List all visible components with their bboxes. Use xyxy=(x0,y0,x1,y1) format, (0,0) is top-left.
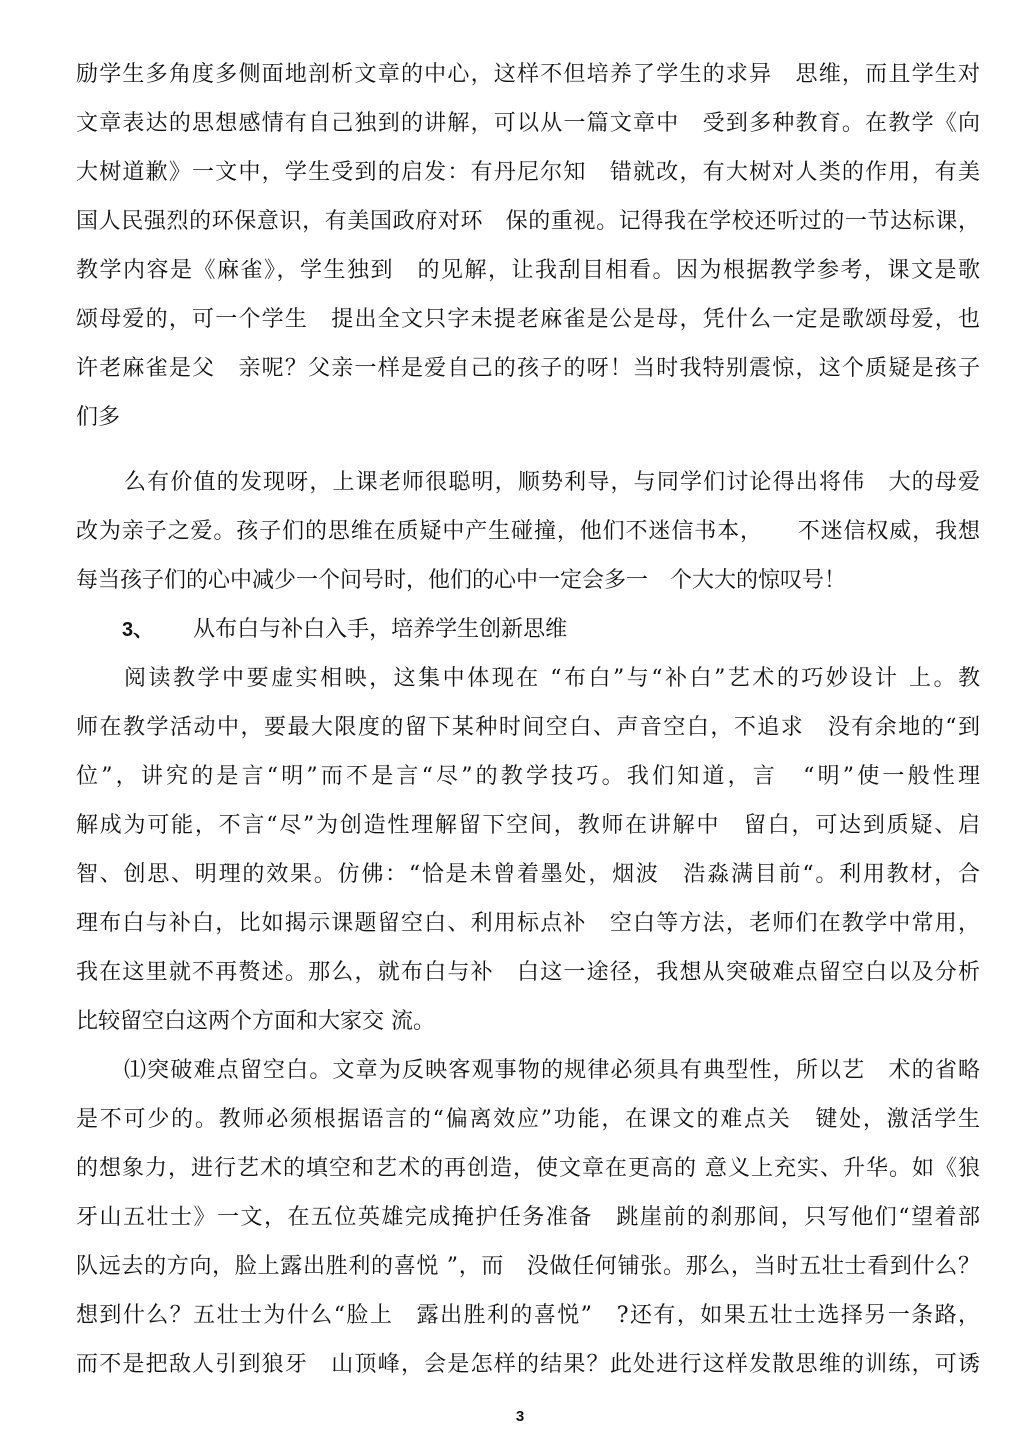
text-line: 智、创思、明理的效果。仿佛：“恰是未曾着墨处，烟波 浩淼满目前“。利用教材，合 xyxy=(76,862,980,887)
text-line: 国人民强烈的环保意识，有美国政府对环 保的重视。记得我在学校还听过的一节达标课， xyxy=(76,209,980,234)
paragraph-4 xyxy=(76,1046,980,1389)
text-line: 们多 xyxy=(76,405,121,430)
text-line: 文章表达的思想感情有自己独到的讲解，可以从一篇文章中 受到多种教育。在教学《向 xyxy=(76,111,980,136)
section-title: 从布白与补白入手，培养学生创新思维 xyxy=(193,617,568,642)
text-line: 想到什么？五壮士为什么“脸上 露出胜利的喜悦” ?还有，如果五壮士选择另一条路， xyxy=(76,1303,980,1328)
text-line: 励学生多角度多侧面地剖析文章的中心，这样不但培养了学生的求异 思维，而且学生对 xyxy=(76,62,980,87)
text-line: 的想象力，进行艺术的填空和艺术的再创造，使文章在更高的 意义上充实、升华。如《狼 xyxy=(76,1156,980,1181)
text-line: 我在这里就不再赘述。那么，就布白与补 白这一途径，我想从突破难点留空白以及分析 xyxy=(76,960,980,985)
text-line: 解成为可能，不言“尽”为创造性理解留下空间，教师在讲解中 留白，可达到质疑、启 xyxy=(76,813,980,838)
paragraph-2 xyxy=(76,458,980,605)
text-line: 位”，讲究的是言“明”而不是言“尽”的教学技巧。我们知道，言 “明”使一般性理 xyxy=(76,764,980,789)
section-heading xyxy=(76,605,980,654)
text-line: 许老麻雀是父 亲呢？父亲一样是爱自己的孩子的呀！当时我特别震惊，这个质疑是孩子 xyxy=(76,356,980,381)
text-line: 每当孩子们的心中减少一个问号时，他们的心中一定会多一 个大大的惊叹号！ xyxy=(76,568,847,593)
paragraph-1 xyxy=(76,50,980,442)
text-line: 师在教学活动中，要最大限度的留下某种时间空白、声音空白，不追求 没有余地的“到 xyxy=(76,715,980,740)
text-line: 么有价值的发现呀，上课老师很聪明，顺势利导，与同学们讨论得出将伟 大的母爱 xyxy=(124,470,980,495)
text-line: 理布白与补白，比如揭示课题留空白、利用标点补 空白等方法，老师们在教学中常用， xyxy=(76,911,980,936)
text-line: 而不是把敌人引到狼牙 山顶峰，会是怎样的结果？此处进行这样发散思维的训练，可诱 xyxy=(76,1352,980,1377)
paragraph-gap xyxy=(76,442,980,458)
page-number: 3 xyxy=(515,1408,525,1425)
text-line: 教学内容是《麻雀》，学生独到 的见解，让我刮目相看。因为根据教学参考，课文是歌 xyxy=(76,258,980,283)
text-line: 阅读教学中要虚实相映，这集中体现在 “布白”与“补白”艺术的巧妙设计 上。教 xyxy=(124,666,980,691)
text-line: 比较留空白这两个方面和大家交 流。 xyxy=(76,1009,435,1034)
text-line: 队远去的方向，脸上露出胜利的喜悦 ”，而 没做任何铺张。那么，当时五壮士看到什么？ xyxy=(76,1254,980,1279)
paragraph-3 xyxy=(76,654,980,1046)
text-line: 大树道歉》一文中，学生受到的启发：有丹尼尔知 错就改，有大树对人类的作用，有美 xyxy=(76,160,980,185)
section-number: 3、 xyxy=(122,619,154,641)
text-line: ⑴突破难点留空白。文章为反映客观事物的规律必须具有典型性，所以艺 术的省略 xyxy=(124,1058,980,1083)
text-line: 是不可少的。教师必须根据语言的“偏离效应”功能，在课文的难点关 键处，激活学生 xyxy=(76,1107,980,1132)
text-line: 颂母爱的，可一个学生 提出全文只字未提老麻雀是公是母，凭什么一定是歌颂母爱，也 xyxy=(76,307,980,332)
document-page xyxy=(76,50,980,1389)
text-line: 改为亲子之爱。孩子们的思维在质疑中产生碰撞，他们不迷信书本， 不迷信权威，我想 xyxy=(76,519,980,544)
text-line: 牙山五壮士》一文，在五位英雄完成掩护任务准备 跳崖前的刹那间，只写他们“望着部 xyxy=(76,1205,980,1230)
